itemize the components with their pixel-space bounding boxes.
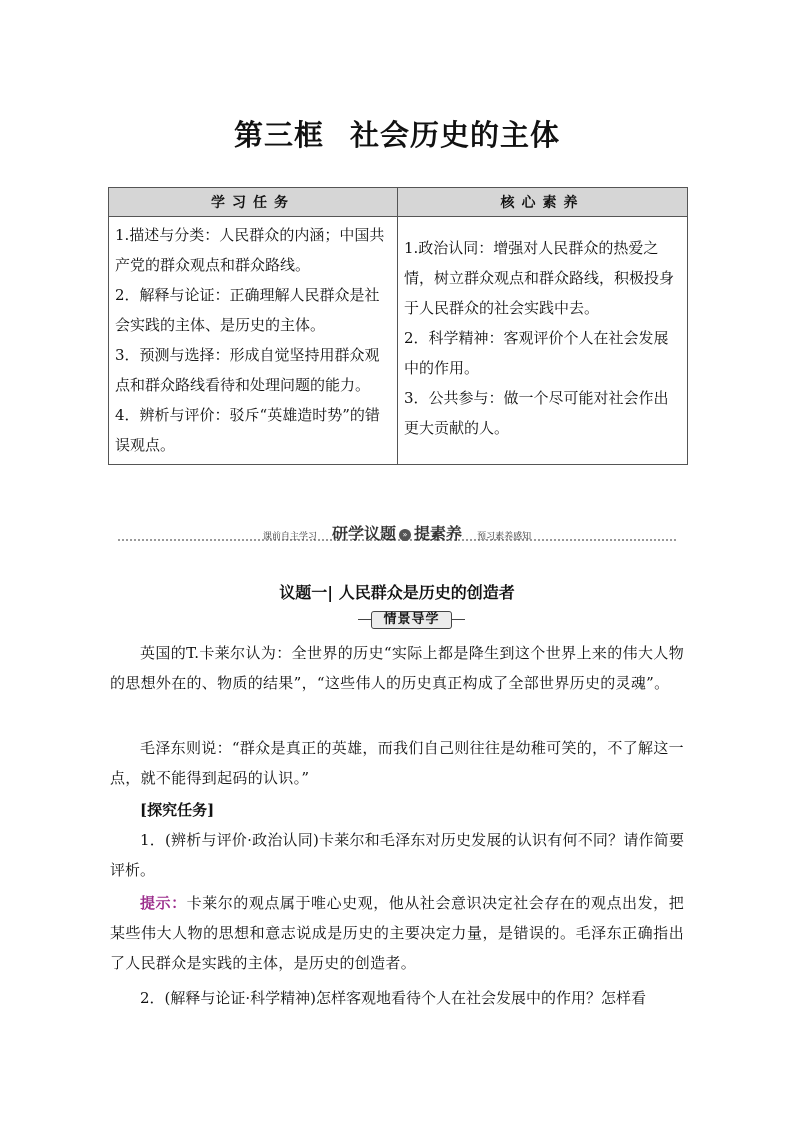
explore-task-label: [探究任务] [140, 801, 215, 819]
topic-heading: 议题一| 人民群众是历史的创造者 [279, 583, 515, 602]
double-arrow-icon: » [399, 529, 411, 541]
literacy-item: 1.政治认同：增强对人民群众的热爱之情，树立群众观点和群众路线，积极投身于人民群众的社会实践中去。 [404, 239, 675, 317]
learning-task-table [108, 187, 688, 465]
task-item: 4．辨析与评价：驳斥“英雄造时势”的错误观点。 [115, 406, 380, 454]
header-core-literacy: 核心素养 [398, 188, 688, 217]
banner-main-2: 提素养 [414, 524, 463, 543]
section-banner [118, 521, 676, 547]
core-literacy-cell [398, 217, 688, 465]
title-part-1: 第三框 [233, 118, 324, 152]
page-title [0, 113, 794, 154]
literacy-item: 3．公共参与：做一个尽可能对社会作出更大贡献的人。 [404, 389, 669, 437]
literacy-item: 2．科学精神：客观评价个人在社会发展中的作用。 [404, 329, 669, 377]
banner-left-caption: 课前自主学习 [262, 532, 317, 542]
task-item: 2．解释与论证：正确理解人民群众是社会实践的主体、是历史的主体。 [115, 286, 380, 334]
answer-1 [110, 888, 684, 978]
scenario-paragraph-1: 英国的T.卡莱尔认为：全世界的历史“实际上都是降生到这个世界上来的伟大人物的思想外在的、物质的结果”，“这些伟人的历史真正构成了全部世界历史的灵魂”。 [110, 644, 684, 692]
task-item: 3．预测与选择：形成自觉坚持用群众观点和群众路线看待和处理问题的能力。 [115, 346, 380, 394]
answer-1-text: 卡莱尔的观点属于唯心史观，他从社会意识决定社会存在的观点出发，把某些伟大人物的思想和意志说成是历史的主要决定力量，是错误的。毛泽东正确指出了人民群众是实践的主体，是历史的创造者。 [110, 894, 684, 972]
title-part-2: 社会历史的主体 [350, 118, 561, 152]
scenario-tag [358, 611, 465, 629]
hint-label: 提示： [140, 894, 187, 912]
banner-right-caption: 预习素养感知 [477, 532, 532, 542]
learning-task-cell [109, 217, 398, 465]
scenario-paragraph-2: 毛泽东则说：“群众是真正的英雄，而我们自己则往往是幼稚可笑的，不了解这一点，就不能得到起码的认识。” [110, 739, 684, 787]
question-2: 2．(解释与论证·科学精神)怎样客观地看待个人在社会发展中的作用？怎样看 [140, 989, 647, 1007]
question-1: 1．(辨析与评价·政治认同)卡莱尔和毛泽东对历史发展的认识有何不同？请作简要评析。 [110, 831, 684, 879]
header-learning-task: 学习任务 [109, 188, 398, 217]
task-item: 1.描述与分类：人民群众的内涵；中国共产党的群众观点和群众路线。 [115, 226, 385, 274]
banner-main-1: 研学议题 [331, 524, 396, 543]
scenario-tag-label: 情景导学 [371, 611, 452, 629]
